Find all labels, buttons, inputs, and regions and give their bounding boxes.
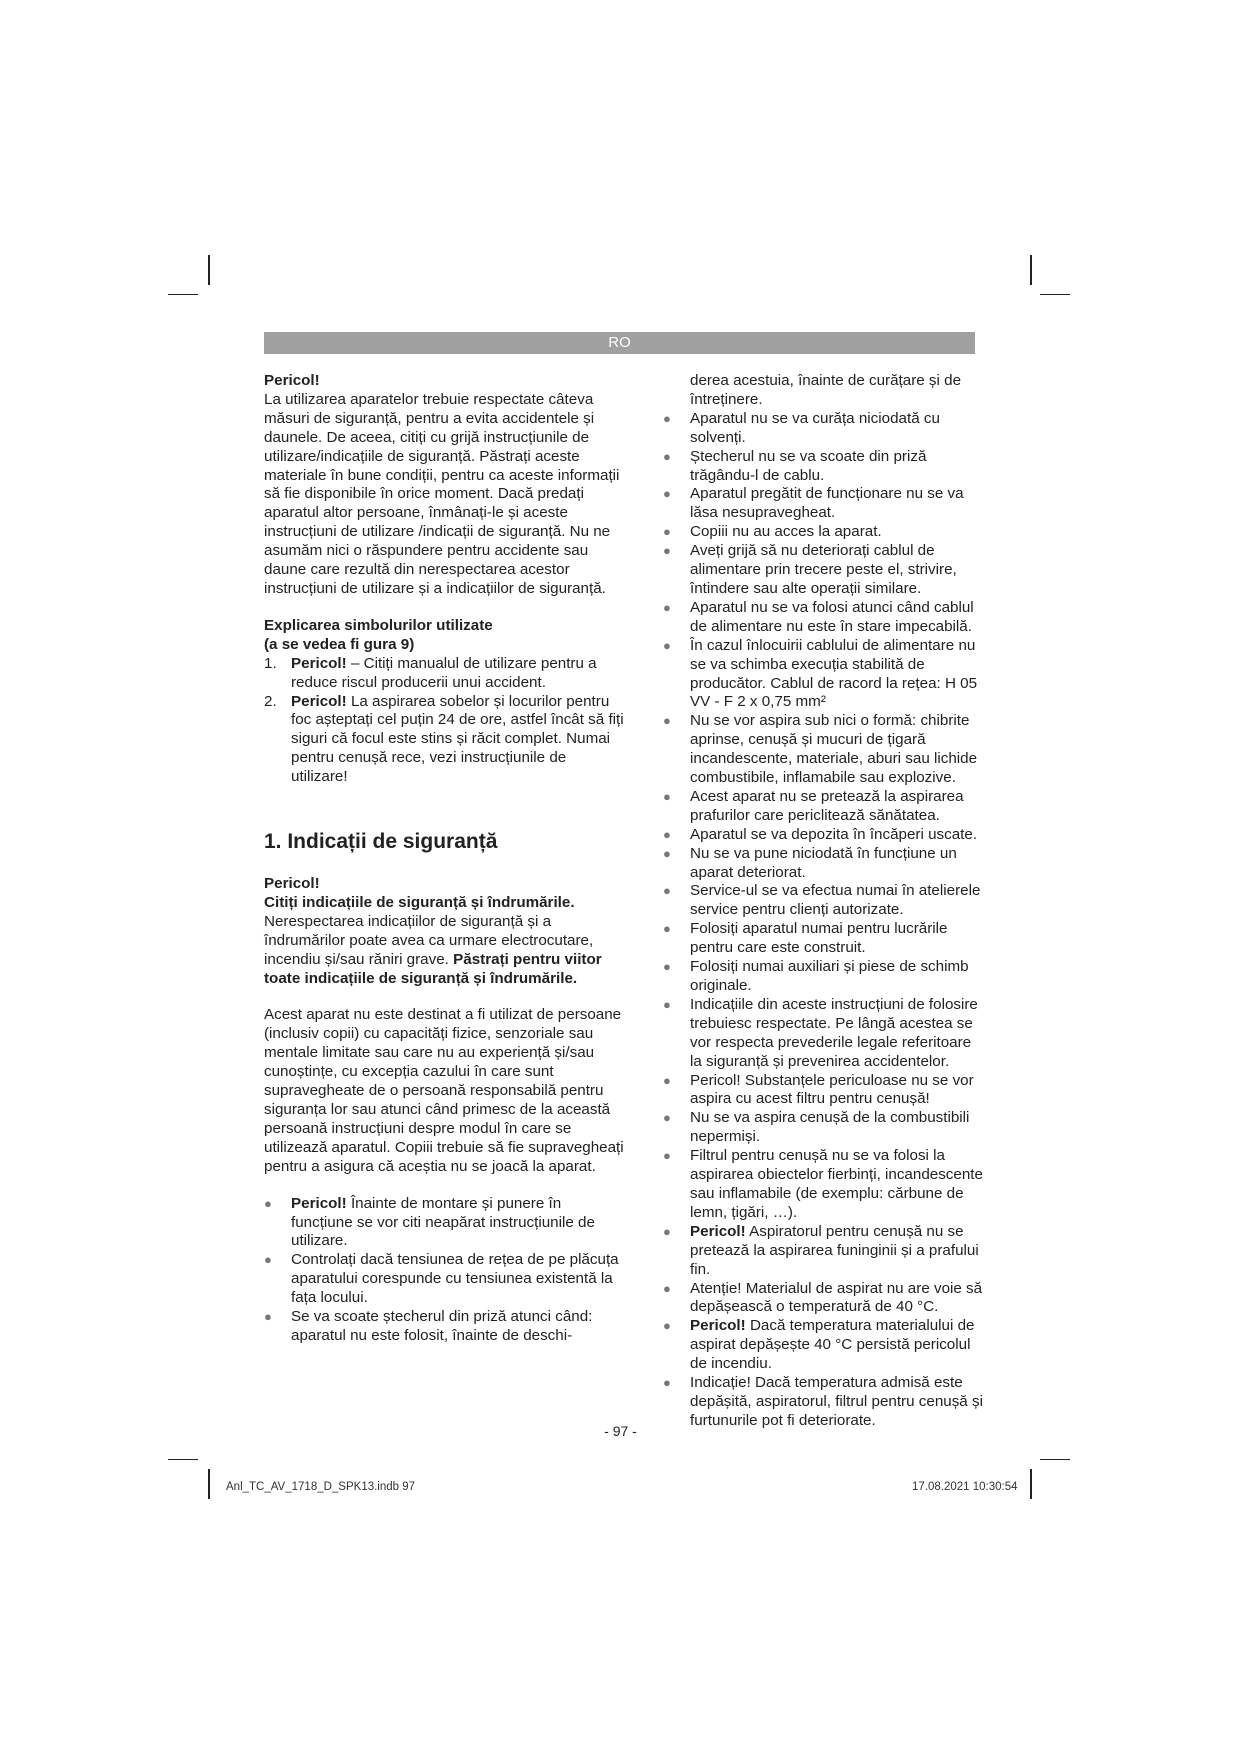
- intro-text: La utilizarea aparatelor trebuie respectate câteva măsuri de siguranță, pentru a evita accidentele și daunele. De aceea, citiți cu grijă instrucțiunile de utilizare/indicațiile de siguranță. Păstrați aceste materiale în bune condiții, pentru ca aceste informații să fie disponibile în orice moment. Dacă predați aparatul altor persoane, înmânați-le și aceste instrucțiuni de utilizare /indicații de siguranță. Nu ne asumăm nici o răspundere pentru accidente sau daune care rezultă din nerespectarea acestor instrucțiuni de utilizare și a indicațiilor de siguranță.: [264, 390, 620, 597]
- list-item: ● Pericol! Aspiratorul pentru cenușă nu se pretează la aspirarea funinginii și a prafului fin.: [663, 1222, 979, 1278]
- footer-datetime: 17.08.2021 10:30:54: [912, 1481, 1018, 1493]
- left-bullet-list: [264, 1195, 624, 1346]
- left-column: [264, 372, 624, 1346]
- list-item: ● Pericol! Substanțele periculoase nu se vor aspira cu acest filtru pentru cenușă!: [663, 1071, 974, 1108]
- intro-title: Pericol!: [264, 372, 320, 389]
- list-item: ● Pericol! Dacă temperatura materialului de aspirat depășește 40 °C persistă pericolul de incendiu.: [663, 1317, 975, 1373]
- list-item: ● Folosiți numai auxiliari și piese de schimb originale.: [663, 958, 969, 994]
- list-item: ● Aveți grijă să nu deteriorați cablul de alimentare prin trecere peste el, strivire, întindere sau alte operații similare.: [663, 542, 957, 597]
- crop-mark-bl-h: [168, 1459, 198, 1460]
- right-column: [663, 372, 983, 1431]
- list-item: ● Copiii nu au acces la aparat.: [663, 523, 882, 541]
- list-item: ● Service-ul se va efectua numai în atelierele service pentru clienți autorizate.: [663, 882, 981, 919]
- warning-text: Citiți indicațiile de siguranță și îndrumările. Nerespectarea indicațiilor de siguranță și a îndrumărilor poate avea ca urmare electrocutare, incendiu și/sau răniri grave. Păstrați pentru viitor toate indicațiile de siguranță și îndrumările.: [264, 893, 602, 987]
- right-bullet-list: [663, 410, 983, 1431]
- crop-mark-br-v: [1030, 1469, 1032, 1499]
- list-item: ● Filtrul pentru cenușă nu se va folosi la aspirarea obiectelor fierbinți, incandescente sau inflamabile (de exemplu: cărbune de lemn, țigări, …).: [663, 1147, 983, 1221]
- paragraph-capacity: Acest aparat nu este destinat a fi utilizat de persoane (inclusiv copii) cu capacități fizice, senzoriale sau mentale limitate sau care nu au experiență și/sau cunoștințe, cu excepția cazului în care sunt supravegheate de o persoană responsabilă pentru siguranța lor sau atunci când primesc de la această persoană instrucțiuni despre modul în care se utilizează aparatul. Copiii trebuie să fie supravegheați pentru a asigura că aceștia nu se joacă la aparat.: [264, 1006, 624, 1175]
- section-title: 1. Indicații de siguranță: [264, 830, 498, 854]
- footer-file: Anl_TC_AV_1718_D_SPK13.indb 97: [226, 1481, 416, 1493]
- list-item: ● Atenție! Materialul de aspirat nu are voie să depășească o temperatură de 40 °C.: [663, 1279, 983, 1316]
- page-number: - 97 -: [604, 1423, 637, 1439]
- list-item: ● Se va scoate ștecherul din priză atunci când: aparatul nu este folosit, înainte de deschi-: [264, 1308, 593, 1344]
- list-item: ● Aparatul nu se va curăța niciodată cu solvenți.: [663, 409, 940, 446]
- list-item: ● În cazul înlocuirii cablului de alimentare nu se va schimba execuția stabilită de producător. Cablul de racord la rețea: H 05 VV - F 2 x 0,75 mm²: [663, 636, 978, 711]
- crop-mark-tr-h: [1040, 294, 1070, 295]
- warning-title: Pericol!: [264, 875, 320, 893]
- list-item: 1. Pericol! – Citiți manualul de utilizare pentru a reduce riscul producerii unui accident.: [264, 654, 597, 691]
- list-item: ● Nu se va pune niciodată în funcțiune un aparat deteriorat.: [663, 844, 957, 881]
- list-item: ● Aparatul se va depozita în încăperi uscate.: [663, 825, 978, 843]
- crop-mark-tr-v: [1030, 255, 1032, 285]
- list-item: ● Aparatul nu se va folosi atunci când cablul de alimentare nu este în stare impecabilă.: [663, 598, 974, 635]
- list-item: ● Controlați dacă tensiunea de rețea de pe plăcuța aparatului corespunde cu tensiunea existentă la fața locului.: [264, 1251, 619, 1307]
- crop-mark-tl-h: [168, 294, 198, 295]
- continued-text: derea acestuia, înainte de curățare și de întreținere.: [690, 372, 962, 408]
- list-item: ● Ștecherul nu se va scoate din priză trăgându-l de cablu.: [663, 447, 927, 484]
- crop-mark-br-h: [1040, 1459, 1070, 1460]
- language-code: RO: [608, 334, 631, 351]
- symbols-title: Explicarea simbolurilor utilizate: [264, 616, 493, 634]
- list-item: ● Nu se vor aspira sub nici o formă: chibrite aprinse, cenușă și mucuri de țigară incandescente, materiale, aburi sau lichide combustibile, inflamabile sau explozive.: [663, 712, 978, 787]
- list-item: ● Folosiți aparatul numai pentru lucrările pentru care este construit.: [663, 920, 948, 957]
- list-item: ● Pericol! Înainte de montare și punere în funcțiune se vor citi neapărat instrucțiunile de utilizare.: [264, 1194, 595, 1250]
- list-item: ● Aparatul pregătit de funcționare nu se va lăsa nesupravegheat.: [663, 485, 964, 522]
- crop-mark-tl-v: [208, 255, 210, 285]
- list-item: ● Acest aparat nu se pretează la aspirarea prafurilor care periclitează sănătatea.: [663, 787, 964, 824]
- symbols-list: [264, 655, 624, 787]
- list-item: ● Nu se va aspira cenușă de la combustibili nepermiși.: [663, 1109, 970, 1146]
- list-item: ● Indicațiile din aceste instrucțiuni de folosire trebuiesc respectate. Pe lângă acestea se vor respecta prevederile legale referitoare la siguranță și prevenirea accidentelor.: [663, 995, 978, 1070]
- list-item: ● Indicație! Dacă temperatura admisă este depășită, aspiratorul, filtrul pentru cenușă și furtunurile pot fi deteriorate.: [663, 1374, 983, 1429]
- crop-mark-bl-v: [208, 1469, 210, 1499]
- language-header: [264, 332, 975, 354]
- symbols-subtitle: (a se vedea fi gura 9): [264, 635, 415, 653]
- list-item: 2. Pericol! La aspirarea sobelor și locurilor pentru foc așteptați cel puțin 24 de ore, astfel încât să fiți siguri că focul este stins și răcit complet. Numai pentru cenușă rece, vezi instrucțiunile de utilizare!: [264, 692, 624, 786]
